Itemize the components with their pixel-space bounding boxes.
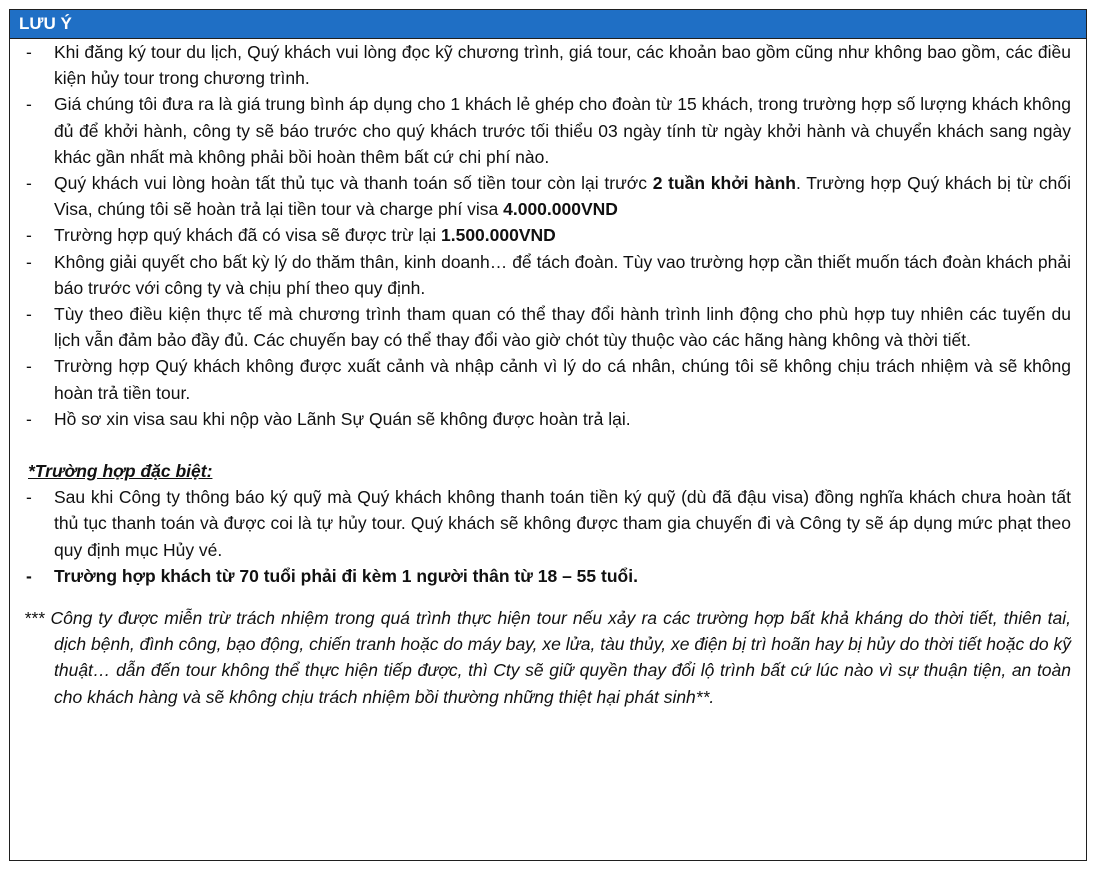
special-cases-list [22, 484, 1071, 589]
note-item [22, 301, 1071, 353]
note-text: Trường hợp Quý khách không được xuất cảnh và nhập cảnh vì lý do cá nhân, chúng tôi sẽ không chịu trách nhiệm và sẽ không hoàn trả tiền tour. [54, 356, 1071, 403]
special-text: Sau khi Công ty thông báo ký quỹ mà Quý khách không thanh toán tiền ký quỹ (dù đã đậu visa) đồng nghĩa khách chưa hoàn tất thủ tục thanh toán và được coi là tự hủy tour. Quý khách sẽ không được tham gia chuyến đi và Công ty sẽ áp dụng mức phạt theo quy định mục Hủy vé. [54, 487, 1071, 560]
special-item [22, 563, 1071, 589]
note-item [22, 91, 1071, 170]
special-item [22, 484, 1071, 563]
spacer [22, 432, 1071, 458]
special-text-bold: Trường hợp khách từ 70 tuổi phải đi kèm 1 người thân từ 18 – 55 tuổi. [54, 565, 638, 586]
notes-list [22, 39, 1071, 432]
note-text: Hồ sơ xin visa sau khi nộp vào Lãnh Sự Quán sẽ không được hoàn trả lại. [54, 408, 631, 429]
notice-title: LƯU Ý [19, 14, 72, 33]
note-text: . Trường hợp Quý khách bị từ chối Visa, chúng tôi sẽ hoàn trả lại tiền tour và charge phí visa [54, 173, 1071, 220]
note-item [22, 249, 1071, 301]
notice-content [10, 39, 1086, 710]
notice-box [9, 9, 1087, 861]
note-text: Quý khách vui lòng hoàn tất thủ tục và thanh toán số tiền tour còn lại trước [54, 173, 653, 194]
note-text: Tùy theo điều kiện thực tế mà chương trình tham quan có thể thay đổi hành trình linh động cho phù hợp tuy nhiên các tuyến du lịch vẫn đảm bảo đầy đủ. Các chuyến bay có thể thay đổi vào giờ chót tùy thuộc vào các hãng hàng không và thời tiết. [54, 304, 1071, 351]
note-item [22, 170, 1071, 222]
note-item [22, 39, 1071, 91]
note-item [22, 406, 1071, 432]
note-item [22, 222, 1071, 248]
note-text: Trường hợp quý khách đã có visa sẽ được trừ lại [54, 225, 441, 246]
note-text: Không giải quyết cho bất kỳ lý do thăm thân, kinh doanh… để tách đoàn. Tùy vao trường hợp cần thiết muốn tách đoàn khách phải báo trước với công ty và chịu phí theo quy định. [54, 251, 1071, 298]
note-item [22, 353, 1071, 405]
note-text: Khi đăng ký tour du lịch, Quý khách vui lòng đọc kỹ chương trình, giá tour, các khoản bao gồm cũng như không bao gồm, các điều kiện hủy tour trong chương trình. [54, 42, 1071, 89]
note-bold-visa-deduction: 1.500.000VND [441, 225, 556, 246]
disclaimer-text: *** Công ty được miễn trừ trách nhiệm trong quá trình thực hiện tour nếu xảy ra các trường hợp bất khả kháng do thời tiết, thiên tai, dịch bệnh, đình công, bạo động, chiến tranh hoặc do máy bay, xe lửa, tàu thủy, xe điện bị trì hoãn hay bị hủy do thời tiết hoặc do kỹ thuật… dẫn đến tour không thể thực hiện tiếp được, thì Cty sẽ giữ quyền thay đổi lộ trình bất cứ lúc nào vì sự thuận tiện, an toàn cho khách hàng và sẽ không chịu trách nhiệm bồi thường những thiệt hại phát sinh**. [24, 608, 1071, 707]
note-bold-deadline: 2 tuần khởi hành [652, 173, 796, 194]
special-cases-title: *Trường hợp đặc biệt: [28, 461, 213, 482]
note-text: Giá chúng tôi đưa ra là giá trung bình áp dụng cho 1 khách lẻ ghép cho đoàn từ 15 khách, trong trường hợp số lượng khách không đủ để khởi hành, công ty sẽ báo trước cho quý khách trước tối thiểu 03 ngày tính từ ngày khởi hành và chuyển khách sang ngày khác gần nhất mà không phải bồi hoàn thêm bất cứ chi phí nào. [54, 94, 1071, 167]
note-bold-visa-fee: 4.000.000VND [503, 199, 618, 220]
notice-header [10, 10, 1086, 39]
